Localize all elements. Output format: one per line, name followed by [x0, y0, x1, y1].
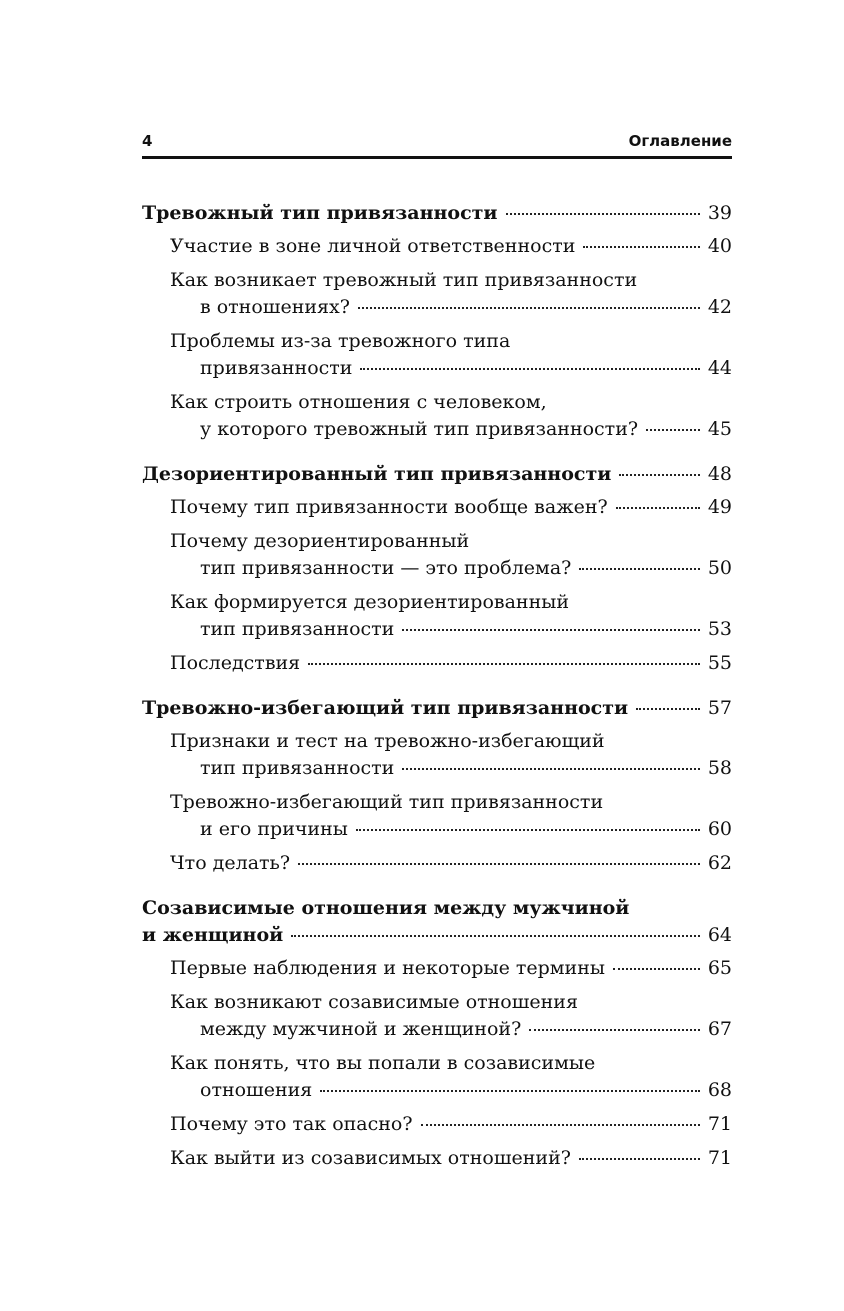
- chapter-title: Тревожно-избегающий тип привязанности: [142, 697, 629, 719]
- entry-page-number: 71: [707, 1147, 732, 1169]
- dot-leader: [583, 246, 699, 248]
- chapter-heading: [142, 695, 732, 722]
- dot-leader: [579, 1158, 700, 1160]
- dot-leader: [529, 1029, 700, 1031]
- chapter-title-row: [142, 461, 732, 488]
- entry-page-number: 44: [707, 357, 732, 379]
- toc-entry: [142, 989, 732, 1043]
- entry-row: [170, 616, 732, 643]
- entry-title: и его причины: [200, 818, 348, 840]
- entry-title-line: Как возникает тревожный тип привязанности: [170, 269, 638, 291]
- entry-title: Почему тип привязанности вообще важен?: [170, 496, 608, 518]
- entry-row: [170, 555, 732, 582]
- dot-leader: [402, 629, 699, 631]
- dot-leader: [402, 768, 699, 770]
- entry-page-number: 71: [707, 1113, 732, 1135]
- toc-entry: [142, 850, 732, 877]
- entry-title: между мужчиной и женщиной?: [200, 1018, 522, 1040]
- entry-row: [170, 1145, 732, 1172]
- running-head: [142, 130, 732, 152]
- dot-leader: [298, 863, 700, 865]
- entry-title: Почему это так опасно?: [170, 1113, 413, 1135]
- entry-page-number: 40: [707, 235, 732, 257]
- entry-title-line: Как формируется дезориентированный: [170, 591, 570, 613]
- entry-title-line: Признаки и тест на тревожно-избегающий: [170, 730, 605, 752]
- entry-row: [170, 1077, 732, 1104]
- entry-row: [170, 850, 732, 877]
- chapter-page-number: 39: [707, 202, 732, 224]
- chapter-title: Тревожный тип привязанности: [142, 202, 498, 224]
- toc-entry: [142, 728, 732, 782]
- header-rule: [142, 156, 732, 159]
- entry-page-number: 65: [707, 957, 732, 979]
- toc-chapter: [142, 895, 732, 1172]
- entry-title: привязанности: [200, 357, 353, 379]
- dot-leader: [619, 474, 699, 476]
- chapter-title: и женщиной: [142, 924, 284, 946]
- chapter-title-row: [142, 922, 732, 949]
- toc-chapter: [142, 695, 732, 877]
- entry-title-line: Почему дезориентированный: [170, 530, 470, 552]
- entry-page-number: 62: [707, 852, 732, 874]
- entry-page-number: 67: [707, 1018, 732, 1040]
- toc-entry: [142, 1145, 732, 1172]
- entry-row: [170, 355, 732, 382]
- entry-row: [170, 1111, 732, 1138]
- entry-title: Участие в зоне личной ответственности: [170, 235, 576, 257]
- entry-title: Последствия: [170, 652, 301, 674]
- entry-row: [170, 294, 732, 321]
- entry-title-line: Проблемы из-за тревожного типа: [170, 330, 511, 352]
- chapter-title-row: [142, 200, 732, 227]
- entry-title: отношения: [200, 1079, 313, 1101]
- entry-row: [170, 233, 732, 260]
- toc-entry: [142, 494, 732, 521]
- entry-title-line: Как возникают созависимые отношения: [170, 991, 578, 1013]
- toc-entry: [142, 389, 732, 443]
- entry-page-number: 53: [707, 618, 732, 640]
- toc-chapter: [142, 461, 732, 677]
- chapter-title-line: Созависимые отношения между мужчиной: [142, 897, 630, 919]
- chapter-heading: [142, 895, 732, 949]
- toc-entry: [142, 528, 732, 582]
- dot-leader: [506, 213, 700, 215]
- toc-entry: [142, 789, 732, 843]
- entry-page-number: 68: [707, 1079, 732, 1101]
- entry-page-number: 45: [707, 418, 732, 440]
- page-number: 4: [142, 132, 153, 150]
- entry-page-number: 60: [707, 818, 732, 840]
- entry-row: [170, 755, 732, 782]
- chapter-title: Дезориентированный тип привязанности: [142, 463, 612, 485]
- chapter-heading: [142, 200, 732, 227]
- entry-page-number: 55: [707, 652, 732, 674]
- entry-row: [170, 955, 732, 982]
- dot-leader: [291, 935, 700, 937]
- toc-entry: [142, 1050, 732, 1104]
- dot-leader: [616, 507, 700, 509]
- entry-page-number: 49: [707, 496, 732, 518]
- entry-title-line: Тревожно-избегающий тип привязанности: [170, 791, 604, 813]
- toc-entry: [142, 589, 732, 643]
- entry-title: в отношениях?: [200, 296, 350, 318]
- chapter-page-number: 64: [707, 924, 732, 946]
- entry-row: [170, 1016, 732, 1043]
- entry-title: у которого тревожный тип привязанности?: [200, 418, 639, 440]
- entry-title: Как выйти из созависимых отношений?: [170, 1147, 571, 1169]
- dot-leader: [421, 1124, 700, 1126]
- section-name: Оглавление: [628, 132, 732, 150]
- entry-row: [170, 816, 732, 843]
- dot-leader: [646, 429, 700, 431]
- entry-title: тип привязанности: [200, 618, 395, 640]
- chapter-page-number: 57: [707, 697, 732, 719]
- chapter-page-number: 48: [707, 463, 732, 485]
- entry-title: Первые наблюдения и некоторые термины: [170, 957, 606, 979]
- entry-title-line: Как строить отношения с человеком,: [170, 391, 547, 413]
- entry-page-number: 50: [707, 557, 732, 579]
- dot-leader: [308, 663, 700, 665]
- toc-chapter: [142, 200, 732, 443]
- dot-leader: [320, 1090, 700, 1092]
- entry-row: [170, 650, 732, 677]
- dot-leader: [579, 568, 699, 570]
- toc-entry: [142, 1111, 732, 1138]
- entry-title: тип привязанности: [200, 757, 395, 779]
- dot-leader: [360, 368, 699, 370]
- entry-title-line: Как понять, что вы попали в созависимые: [170, 1052, 596, 1074]
- entry-title: Что делать?: [170, 852, 291, 874]
- dot-leader: [636, 708, 700, 710]
- toc-entry: [142, 650, 732, 677]
- dot-leader: [358, 307, 700, 309]
- entry-row: [170, 494, 732, 521]
- entry-page-number: 58: [707, 757, 732, 779]
- chapter-title-row: [142, 695, 732, 722]
- dot-leader: [613, 968, 700, 970]
- entry-row: [170, 416, 732, 443]
- table-of-contents: [142, 200, 732, 1190]
- dot-leader: [356, 829, 700, 831]
- chapter-heading: [142, 461, 732, 488]
- toc-entry: [142, 955, 732, 982]
- toc-entry: [142, 328, 732, 382]
- entry-title: тип привязанности — это проблема?: [200, 557, 572, 579]
- entry-page-number: 42: [707, 296, 732, 318]
- toc-entry: [142, 233, 732, 260]
- toc-entry: [142, 267, 732, 321]
